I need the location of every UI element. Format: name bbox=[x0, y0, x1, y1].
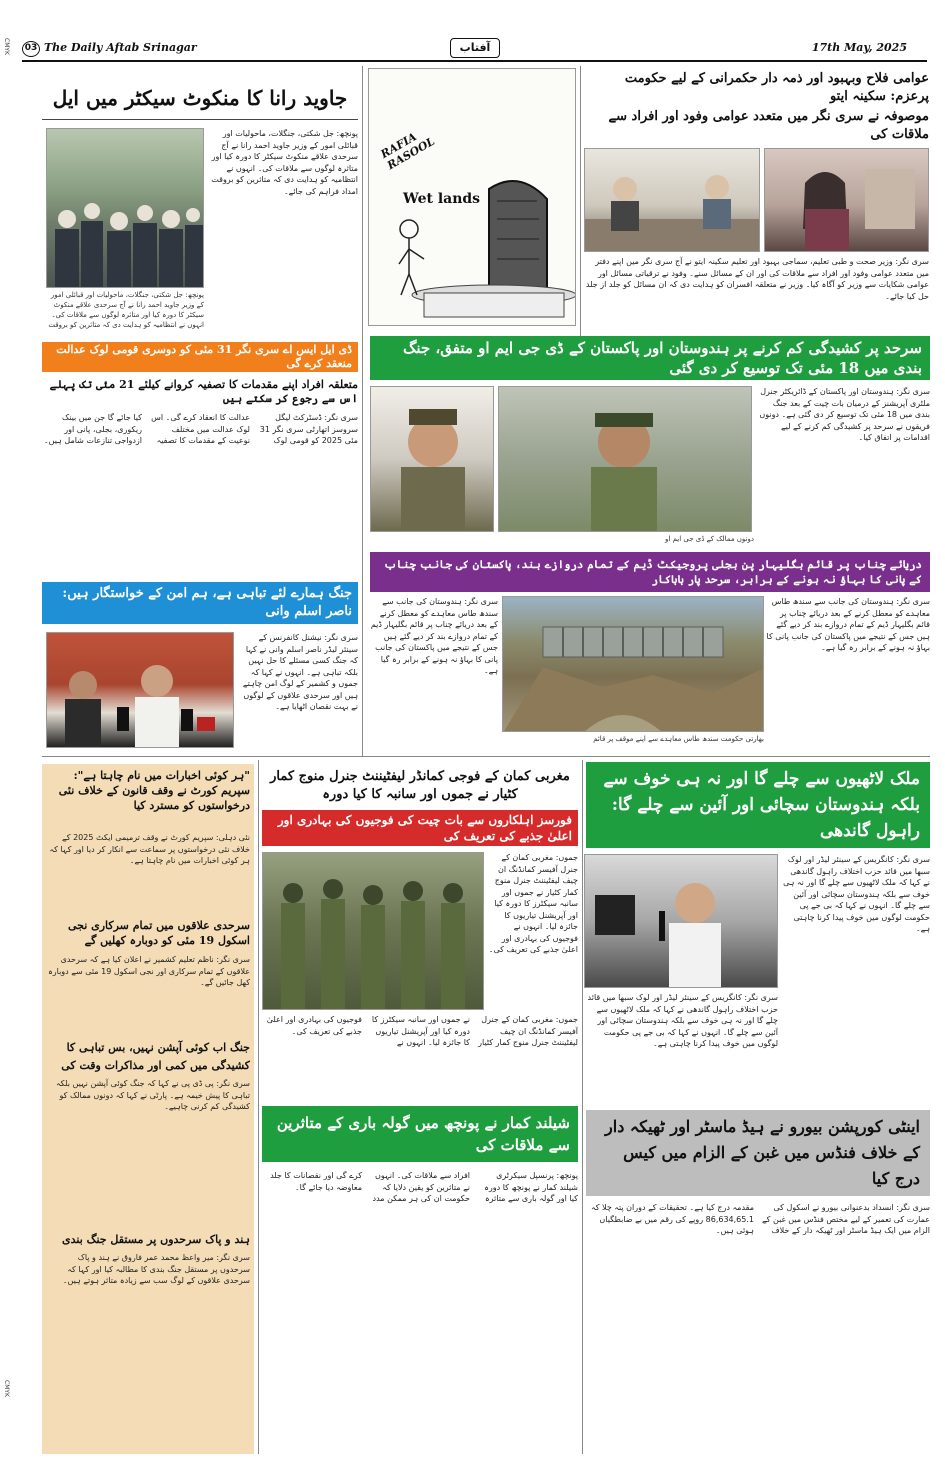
sidebar-headline-1: "ہر کوئی اخبارات میں نام چاہتا ہے": سپریم کورٹ نے وقف قانون کے خلاف نئی درخواستوں کو مسترد کیا bbox=[58, 769, 250, 812]
sidebar-headline-3: جنگ اب کوئی آپشن نہیں، بس تباہی کا bbox=[66, 1041, 250, 1054]
minister-illustration bbox=[765, 149, 929, 252]
itoo-photo-1 bbox=[584, 148, 760, 252]
dam-photo bbox=[502, 596, 764, 732]
column-divider-3 bbox=[258, 760, 259, 1454]
cartoon-panel bbox=[368, 68, 576, 326]
officer-illustration bbox=[499, 387, 752, 532]
sidebar-body-4: سری نگر: میر واعظ محمد عمر فاروق نے ہند و پاک سرحدوں پر مستقل جنگ بندی کا مطالبہ کیا اور کہا کہ سرحدی علاقوں کے لوگ سب سے زیادہ متاثر ہوتے ہیں۔ bbox=[62, 1253, 250, 1285]
issue-date: 17th May, 2025 bbox=[811, 41, 907, 54]
story-rahul-body-2: سری نگر: کانگریس کے سینئر لیڈر اور لوک سبھا میں قائد حزب اختلاف راہول گاندھی نے کہا کہ ملک لاٹھیوں سے چلے گا اور نہ ہی خوف سے بلکہ ہندوستان سچائی اور آئین سے چلے گا۔ انہوں نے کہا کہ بی جے پی حکومت لوگوں میں خوف پیدا کرنا چاہتی ہے۔ bbox=[587, 993, 778, 1048]
story-acb-body: سری نگر: انسداد بدعنوانی بیورو نے اسکول کی عمارت کی تعمیر کے لیے مختص فنڈس میں غبن کے الزام میں ایک ہیڈ ماسٹر اور ٹھیکہ دار کے خلاف مقدمہ درج کیا ہے۔ تحقیقات کے دوران پتہ چلا کہ 86,634,65.1 روپے کی رقم میں بے ضابطگیاں ہوئی ہیں۔ bbox=[591, 1203, 930, 1235]
story-army-body-2: جموں: مغربی کمان کے جنرل آفیسر کمانڈنگ ان چیف لیفٹیننٹ جنرل منوج کمار کٹیار نے جموں اور سانبہ سیکٹرز کا دورہ کیا اور آپریشنل تیاریوں کا جائزہ لیا۔ انہوں نے فوجیوں کی بہادری اور اعلیٰ جذبے کی تعریف کی۔ bbox=[266, 1015, 578, 1047]
page-number: 03 bbox=[22, 41, 40, 57]
story-itoo-headline: عوامی فلاح وبہبود اور ذمہ دار حکمرانی کے لیے حکومت پرعزم: سکینہ ایتو bbox=[624, 71, 929, 104]
story-wani-headline: جنگ ہمارے لئے تباہی ہے، ہم امن کے خواستگار ہیں: ناصر اسلم وانی bbox=[42, 582, 358, 624]
paper-name: The Daily Aftab Srinagar bbox=[44, 41, 197, 54]
sidebar-body-3: سری نگر: پی ڈی پی نے کہا کہ جنگ کوئی آپشن نہیں بلکہ تباہی کا پیش خیمہ ہے۔ پارٹی نے کہا کہ دونوں ممالک کو کشیدگی کم کرنی چاہیے۔ bbox=[55, 1079, 250, 1111]
cmyk-mark-bottom: CMYK bbox=[3, 1380, 10, 1397]
story-chenab-body-2: سری نگر: ہندوستان کی جانب سے سندھ طاس معاہدے کو معطل کرنے کے بعد دریائے چناب پر قائم بگلیہار ڈیم کے تمام دروازے بند کر دیے گئے ہیں جس کے نتیجے میں پاکستان کی جانب پانی کا بہاؤ نہ ہونے کے برابر رہ گیا ہے۔ bbox=[370, 597, 498, 675]
general-illustration bbox=[371, 387, 494, 532]
story-poonch-body: پونچھ: پرنسپل سیکرٹری شیلند کمار نے پونچھ کا دورہ کیا اور گولہ باری سے متاثرہ افراد سے ملاقات کی۔ انہوں نے متاثرین کو یقین دلایا کہ حکومت ان کی ہر ممکن مدد کرے گی اور نقصانات کا جلد معاوضہ دیا جائے گا۔ bbox=[270, 1171, 578, 1203]
story-itoo-subtitle: موصوفہ نے سری نگر میں متعدد عوامی وفود اور افراد سے ملاقات کی bbox=[608, 109, 929, 142]
story-dlsa-subtitle: متعلقہ افراد اپنے مقدمات کا تصفیہ کروانے کیلئے 21 مئی تک پہلے اس سے رجوع کر سکتے ہیں bbox=[49, 378, 358, 405]
story-dgmo-headline: سرحد پر کشیدگی کم کرنے پر ہندوستان اور پاکستان کے ڈی جی ایم او متفق، جنگ بندی میں 18 مئی تک توسیع کر دی گئی bbox=[370, 336, 930, 380]
wani-photo bbox=[46, 632, 234, 748]
press-conference-illustration bbox=[47, 633, 234, 748]
story-rahul-headline: ملک لاٹھیوں سے چلے گا اور نہ ہی خوف سے بلکہ ہندوستان سچائی اور آئین سے چلے گا: راہول گاندھی bbox=[586, 762, 930, 848]
dam-caption: بھارتی حکومت سندھ طاس معاہدے سے اپنے موقف پر قائم bbox=[593, 735, 764, 743]
story-dlsa-headline: ڈی ایل ایس اے سری نگر 31 مئی کو دوسری قومی لوک عدالت منعقد کرے گی bbox=[42, 342, 358, 372]
story-itoo-body: سری نگر: وزیر صحت و طبی تعلیم، سماجی بہبود اور تعلیم سکینہ ایتو نے آج سری نگر میں اپنے دفتر میں متعدد عوامی وفود اور افراد سے ملاقات کی اور ان کے مسائل سنے۔ وفود نے ترقیاتی مسائل اور عوامی شکایات سے وزیر کو آگاہ کیا۔ وزیر نے متعلقہ افسران کو ہدایت دی کہ ان مسائل کو جلد از جلد حل کیا جائے۔ bbox=[585, 257, 929, 301]
story-rana-headline: جاوید رانا کا منکوٹ سیکٹر میں ایل bbox=[42, 76, 358, 120]
rana-photo bbox=[46, 128, 204, 288]
rana-photo-caption: پونچھ: جل شکتی، جنگلات، ماحولیات اور قبائلی امور کے وزیر جاوید احمد رانا نے آج سرحدی علاقے منکوٹ سیکٹر کا دورہ کیا اور متاثرہ لوگوں سے ملاقات کی۔ انہوں نے انتظامیہ کو ہدایت دی کہ متاثرین کو بروقت bbox=[48, 291, 204, 329]
crowd-illustration bbox=[47, 129, 204, 288]
dgmo-photo-india bbox=[370, 386, 494, 532]
story-chenab-body: سری نگر: ہندوستان کی جانب سے سندھ طاس معاہدے کو معطل کرنے کے بعد دریائے چناب پر قائم بگلیہار ڈیم کے تمام دروازے بند کر دیے گئے ہیں جس کے نتیجے میں پاکستان کی جانب پانی کا بہاؤ نہ ہونے کے برابر رہ گیا ہے۔ bbox=[766, 597, 930, 652]
sidebar-headline-2: سرحدی علاقوں میں تمام سرکاری نجی اسکول 19 مئی کو دوبارہ کھلیں گے bbox=[67, 919, 250, 947]
story-rana-body: پونچھ: جل شکتی، جنگلات، ماحولیات اور قبائلی امور کے وزیر جاوید احمد رانا نے آج سرحدی علاقے منکوٹ سیکٹر کا دورہ کیا اور متاثرہ لوگوں سے ملاقات کی۔ انہوں نے انتظامیہ کو ہدایت دی کہ متاثرین کو بروقت امداد فراہم کی جائے۔ bbox=[211, 129, 358, 196]
soldiers-illustration bbox=[263, 853, 484, 1010]
sidebar-body-2: سری نگر: ناظم تعلیم کشمیر نے اعلان کیا ہے کہ سرحدی علاقوں کے تمام سرکاری اور نجی اسکول 19 مئی سے دوبارہ کھل جائیں گے۔ bbox=[48, 955, 250, 987]
cartoonist-signature: RAFIA RASOOL bbox=[378, 130, 438, 173]
column-divider-1 bbox=[362, 66, 363, 756]
story-chenab-headline: دریائے چناب پر قائم بگلیہار پن بجلی پروجیکٹ ڈیم کے تمام دروازے بند، پاکستان کی جانب چناب کے پانی کا بہاؤ نہ ہونے کے برابر، سرحد پار ہاہاکار bbox=[370, 552, 930, 592]
story-acb-headline: اینٹی کورپشن بیورو نے ہیڈ ماسٹر اور ٹھیکہ دار کے خلاف فنڈس میں غبن کے الزام میں کیس درج کیا bbox=[586, 1110, 930, 1196]
page-header bbox=[22, 38, 927, 60]
cartoon-label: Wet lands bbox=[403, 191, 481, 207]
story-dgmo-body: سری نگر: ہندوستان اور پاکستان کے ڈائریکٹر جنرل ملٹری آپریشنز کے درمیان بات چیت کے بعد جنگ بندی میں 18 مئی تک توسیع کر دی گئی ہے۔ دونوں فریقوں نے سرحد پر کشیدگی کم کرنے کے لیے اقدامات پر اتفاق کیا۔ bbox=[759, 387, 930, 442]
story-rahul-body: سری نگر: کانگریس کے سینئر لیڈر اور لوک سبھا میں قائد حزب اختلاف راہول گاندھی نے کہا کہ ملک لاٹھیوں سے چلے گا اور نہ ہی خوف سے بلکہ ہندوستان سچائی اور آئین سے چلے گا۔ انہوں نے کہا کہ بی جے پی حکومت لوگوں میں خوف پیدا کرنا چاہتی ہے۔ bbox=[783, 855, 930, 933]
story-poonch-headline: شیلند کمار نے پونچھ میں گولہ باری کے متاثرین سے ملاقات کی bbox=[262, 1106, 578, 1162]
dgmo-photo-pakistan bbox=[498, 386, 752, 532]
rahul-photo bbox=[584, 854, 778, 988]
sidebar-headline-4: ہند و پاک سرحدوں پر مستقل جنگ بندی bbox=[62, 1233, 250, 1246]
sidebar-body-1: نئی دہلی: سپریم کورٹ نے وقف ترمیمی ایکٹ 2025 کے خلاف نئی درخواستوں پر سماعت سے انکار کر دیا اور کہا کہ ہر کوئی اخبارات میں نام چاہتا ہے۔ bbox=[49, 833, 250, 865]
column-divider-2 bbox=[580, 66, 581, 336]
column-divider-4 bbox=[582, 760, 583, 1454]
masthead-logo: آفتاب bbox=[450, 38, 500, 58]
row-divider-1 bbox=[42, 756, 930, 757]
itoo-photo-2 bbox=[764, 148, 929, 252]
story-dlsa-body: سری نگر: ڈسٹرکٹ لیگل سروسز اتھارٹی سری نگر 31 مئی 2025 کو قومی لوک عدالت کا انعقاد کرے گی۔ اس لوک عدالت میں مختلف نوعیت کے مقدمات کا تصفیہ کیا جائے گا جن میں بینک ریکوری، بجلی، پانی اور ازدواجی تنازعات شامل ہیں۔ bbox=[43, 413, 358, 445]
story-wani-body: سری نگر: نیشنل کانفرنس کے سینئر لیڈر ناصر اسلم وانی نے کہا کہ جنگ کسی مسئلے کا حل نہیں بلکہ تباہی ہے۔ انہوں نے کہا کہ جموں و کشمیر کے لوگ امن چاہتے ہیں اور سرحدی علاقوں کے لوگوں نے بہت نقصان اٹھایا ہے۔ bbox=[242, 633, 358, 711]
speaker-illustration bbox=[585, 855, 778, 988]
cmyk-mark-top: CMYK bbox=[3, 38, 10, 55]
dgmo-caption: دونوں ممالک کے ڈی جی ایم او bbox=[665, 535, 754, 543]
meeting-illustration bbox=[585, 149, 760, 252]
sidebar-headline-3b: کشیدگی میں کمی اور مذاکرات وقت کی bbox=[61, 1059, 250, 1072]
army-photo bbox=[262, 852, 484, 1010]
story-army-headline: مغربی کمان کے فوجی کمانڈر لیفٹیننٹ جنرل منوج کمار کٹیار نے جموں اور سانبہ کا کیا دورہ bbox=[270, 769, 570, 802]
story-army-body: جموں: مغربی کمان کے جنرل آفیسر کمانڈنگ ان چیف لیفٹیننٹ جنرل منوج کمار کٹیار نے جموں اور سانبہ سیکٹرز کا دورہ کیا اور آپریشنل تیاریوں کا جائزہ لیا۔ انہوں نے فوجیوں کی بہادری اور اعلیٰ جذبے کی تعریف کی۔ bbox=[488, 853, 578, 954]
story-army-subtitle: فورسز اہلکاروں سے بات چیت کی فوجیوں کی بہادری اور اعلیٰ جذبے کی تعریف کی bbox=[262, 810, 578, 846]
dam-illustration bbox=[503, 597, 764, 732]
header-rule bbox=[22, 60, 927, 62]
